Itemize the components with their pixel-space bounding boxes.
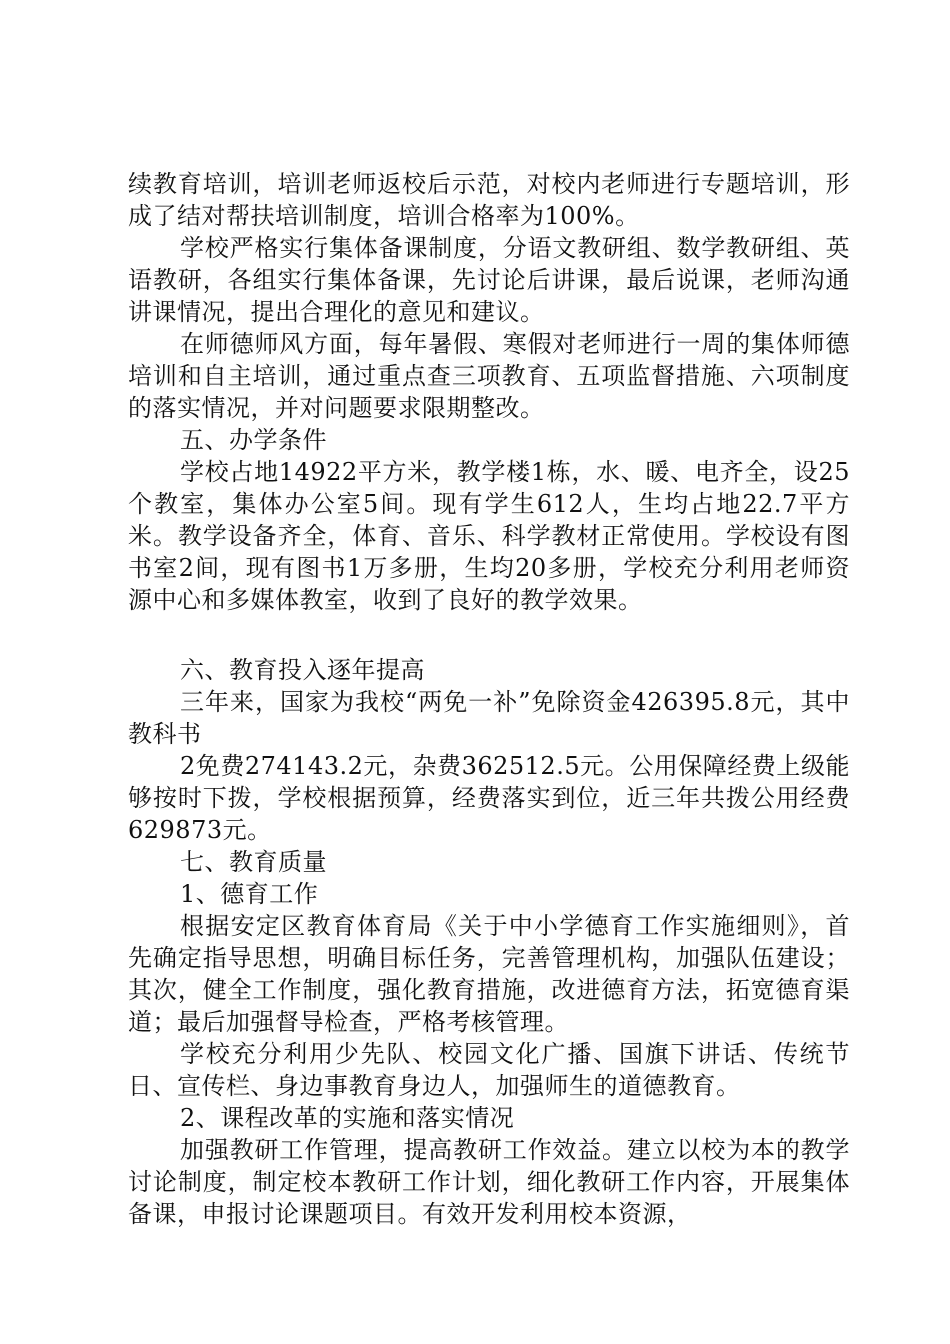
paragraph-spacer: [128, 616, 850, 654]
paragraph-collective-lesson-prep: 学校严格实行集体备课制度，分语文教研组、数学教研组、英语教研，各组实行集体备课，先讨论后讲课，最后说课，老师沟通讲课情况，提出合理化的意见和建议。: [128, 234, 850, 326]
paragraph-teacher-ethics: 在师德师风方面，每年暑假、寒假对老师进行一周的集体师德培训和自主培训，通过重点查三项教育、五项监督措施、六项制度的落实情况，并对问题要求限期整改。: [128, 330, 850, 422]
paragraph-investment-details: 2免费274143.2元，杂费362512.5元。公用保障经费上级能够按时下拨，学校根据预算，经费落实到位，近三年共拨公用经费629873元。: [128, 752, 850, 844]
paragraph-investment-funds: 三年来，国家为我校“两免一补”免除资金426395.8元，其中教科书: [128, 688, 850, 748]
section-heading-education-investment: 六、教育投入逐年提高: [180, 656, 425, 684]
section-heading-school-conditions: 五、办学条件: [180, 426, 327, 454]
paragraph-school-conditions: 学校占地14922平方米，教学楼1栋，水、暖、电齐全，设25个教室，集体办公室5间。现有学生612人，生均占地22.7平方米。教学设备齐全，体育、音乐、科学教材正常使用。学校设有图书室2间，现有图书1万多册，生均20多册，学校充分利用老师资源中心和多媒体教室，收到了良好的教学效果。: [128, 458, 850, 614]
subheading-moral-education: 1、德育工作: [180, 880, 319, 908]
paragraph-curriculum-reform: 加强教研工作管理，提高教研工作效益。建立以校为本的教学讨论制度，制定校本教研工作计划，细化教研工作内容，开展集体备课，申报讨论课题项目。有效开发利用校本资源，: [128, 1136, 850, 1228]
paragraph-moral-education-rules: 根据安定区教育体育局《关于中小学德育工作实施细则》，首先确定指导思想，明确目标任务，完善管理机构，加强队伍建设；其次，健全工作制度，强化教育措施，改进德育方法，拓宽德育渠道；最后加强督导检查，严格考核管理。: [128, 912, 850, 1036]
subheading-curriculum-reform: 2、课程改革的实施和落实情况: [180, 1104, 515, 1132]
section-heading-education-quality: 七、教育质量: [180, 848, 327, 876]
paragraph-moral-education-activities: 学校充分利用少先队、校园文化广播、国旗下讲话、传统节日、宣传栏、身边事教育身边人，加强师生的道德教育。: [128, 1040, 850, 1100]
paragraph-continuation: 续教育培训，培训老师返校后示范，对校内老师进行专题培训，形成了结对帮扶培训制度，培训合格率为100%。: [128, 170, 850, 230]
document-body: [128, 168, 850, 1230]
